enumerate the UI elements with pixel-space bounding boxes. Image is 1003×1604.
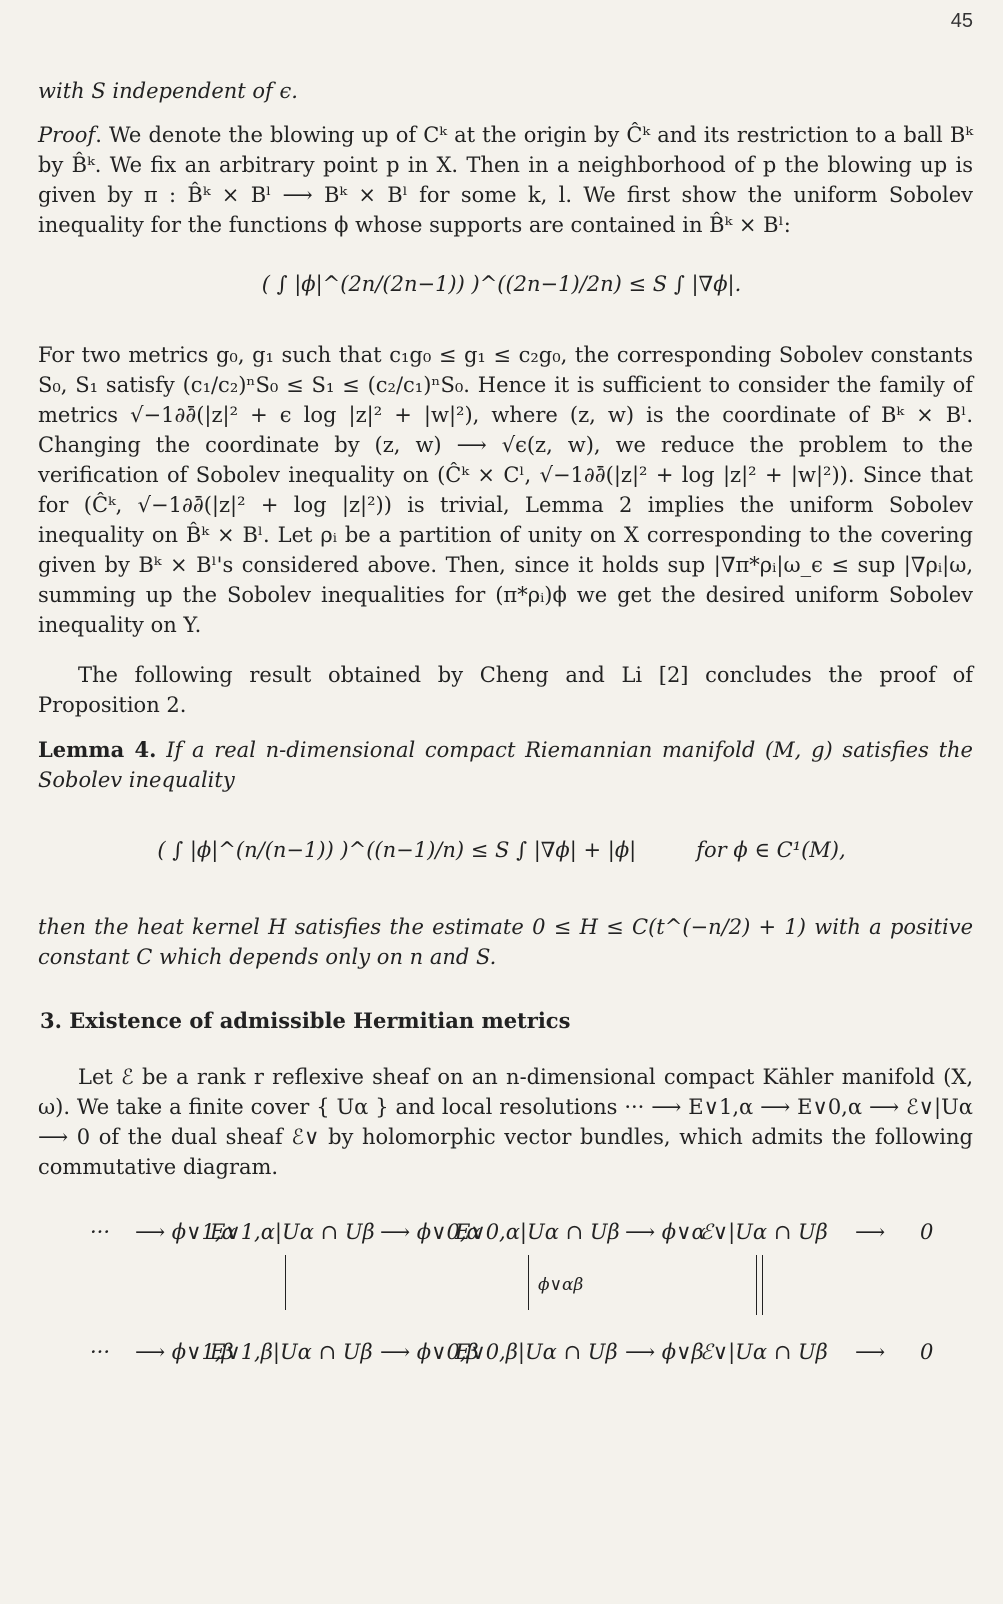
eq2-condition: for ϕ ∈ C¹(M), xyxy=(696,838,846,862)
diagram-cell: ⟶ ϕ∨1,α xyxy=(135,1220,236,1244)
diagram-cell: E∨1,α|Uα ∩ Uβ xyxy=(210,1220,375,1244)
proof-body: . We denote the blowing up of Cᵏ at the origin by Ĉᵏ and its restriction to a ball Bᵏ by B̂ᵏ. We fix an arbitrary point p in X. Then in a neighborhood of p the blowing up is given by π : B̂ᵏ × Bˡ ⟶ Bᵏ × Bˡ for some k, l. We first show the uniform Sobolev inequality for the functions ϕ whose supports are contained in B̂ᵏ × Bˡ: xyxy=(38,123,973,237)
diagram-cell: ℰ∨|Uα ∩ Uβ xyxy=(700,1220,828,1244)
diagram-cell: ⟶ xyxy=(855,1220,886,1244)
lemma-conclusion: then the heat kernel H satisfies the estimate 0 ≤ H ≤ C(t^(−n/2) + 1) with a positive constant C which depends only on n and S. xyxy=(38,915,973,969)
diagram-cell: ℰ∨|Uα ∩ Uβ xyxy=(700,1340,828,1364)
page-number: 45 xyxy=(950,10,973,32)
diagram-vertical-arrow-2 xyxy=(528,1255,529,1310)
metrics-paragraph: For two metrics g₀, g₁ such that c₁g₀ ≤ g₁ ≤ c₂g₀, the corresponding Sobolev constants S₀, S₁ satisfy (c₁/c₂)ⁿS₀ ≤ S₁ ≤ (c₂/c₁)ⁿS₀. Hence it is sufficient to consider the family of metrics √−1∂∂̄(|z|² + ϵ log |z|² + |w|²), where (z, w) is the coordinate of Bᵏ × Bˡ. Changing the coordinate by (z, w) ⟶ √ϵ(z, w), we reduce the problem to the verification of Sobolev inequality on (Ĉᵏ × Cˡ, √−1∂∂̄(|z|² + log |z|² + |w|²)). Since that for (Ĉᵏ, √−1∂∂̄(|z|² + log |z|²)) is trivial, Lemma 2 implies the uniform Sobolev inequality on B̂ᵏ × Bˡ. Let ρᵢ be a partition of unity on X corresponding to the covering given by Bᵏ × Bˡ's considered above. Then, since it holds sup |∇π*ρᵢ|ω_ϵ ≤ sup |∇ρᵢ|ω, summing up the Sobolev inequalities for (π*ρᵢ)ϕ we get the desired uniform Sobolev inequality on Y. xyxy=(38,343,973,637)
section-heading: 3. Existence of admissible Hermitian metrics xyxy=(40,1008,571,1033)
diagram-equality-line-b xyxy=(762,1255,763,1315)
diagram-vertical-arrow-1 xyxy=(285,1255,286,1310)
cheng-li-paragraph: The following result obtained by Cheng and Li [2] concludes the proof of Proposition 2. xyxy=(38,663,973,717)
diagram-cell: E∨0,β|Uα ∩ Uβ xyxy=(455,1340,618,1364)
diagram-cell: 0 xyxy=(920,1340,934,1364)
diagram-row-2 xyxy=(80,1340,980,1604)
diagram-cell: ··· xyxy=(90,1220,111,1244)
diagram-cell: ⟶ ϕ∨β xyxy=(625,1340,704,1364)
diagram-cell: ⟶ ϕ∨1,β xyxy=(135,1340,234,1364)
diagram-cell: ⟶ xyxy=(855,1340,886,1364)
proof-paragraph xyxy=(38,120,973,240)
diagram-cell: ⟶ ϕ∨0,α xyxy=(380,1220,481,1244)
diagram-equality-line-a xyxy=(756,1255,757,1315)
diagram-cell: E∨1,β|Uα ∩ Uβ xyxy=(210,1340,373,1364)
lemma-4 xyxy=(38,735,973,795)
sobolev-equation-1: ( ∫ |ϕ|^(2n/(2n−1)) )^((2n−1)/2n) ≤ S ∫ |∇ϕ|. xyxy=(261,272,742,296)
diagram-cell: E∨0,α|Uα ∩ Uβ xyxy=(455,1220,620,1244)
reflexive-sheaf-paragraph: Let ℰ be a rank r reflexive sheaf on an n-dimensional compact Kähler manifold (X, ω). We take a finite cover { Uα } and local resolutions ··· ⟶ E∨1,α ⟶ E∨0,α ⟶ ℰ∨|Uα ⟶ 0 of the dual sheaf ℰ∨ by holomorphic vector bundles, which admits the following commutative diagram. xyxy=(38,1065,973,1179)
line-with-s: with S independent of ϵ. xyxy=(38,79,298,103)
lemma-body: If a real n-dimensional compact Riemannian manifold (M, g) satisfies the Sobolev inequality xyxy=(38,738,973,792)
diagram-cell: ··· xyxy=(90,1340,111,1364)
commutative-diagram xyxy=(80,1205,980,1385)
eq2-formula: ( ∫ |ϕ|^(n/(n−1)) )^((n−1)/n) ≤ S ∫ |∇ϕ| + |ϕ| xyxy=(157,838,637,862)
diagram-cell: 0 xyxy=(920,1220,934,1244)
diagram-cell: ⟶ ϕ∨0,β xyxy=(380,1340,479,1364)
proof-label: Proof xyxy=(38,123,96,147)
lemma-label: Lemma 4. xyxy=(38,737,157,762)
sobolev-equation-2 xyxy=(0,838,1003,862)
diagram-cell: ⟶ ϕ∨α xyxy=(625,1220,706,1244)
diagram-vertical-label: ϕ∨αβ xyxy=(538,1275,584,1295)
